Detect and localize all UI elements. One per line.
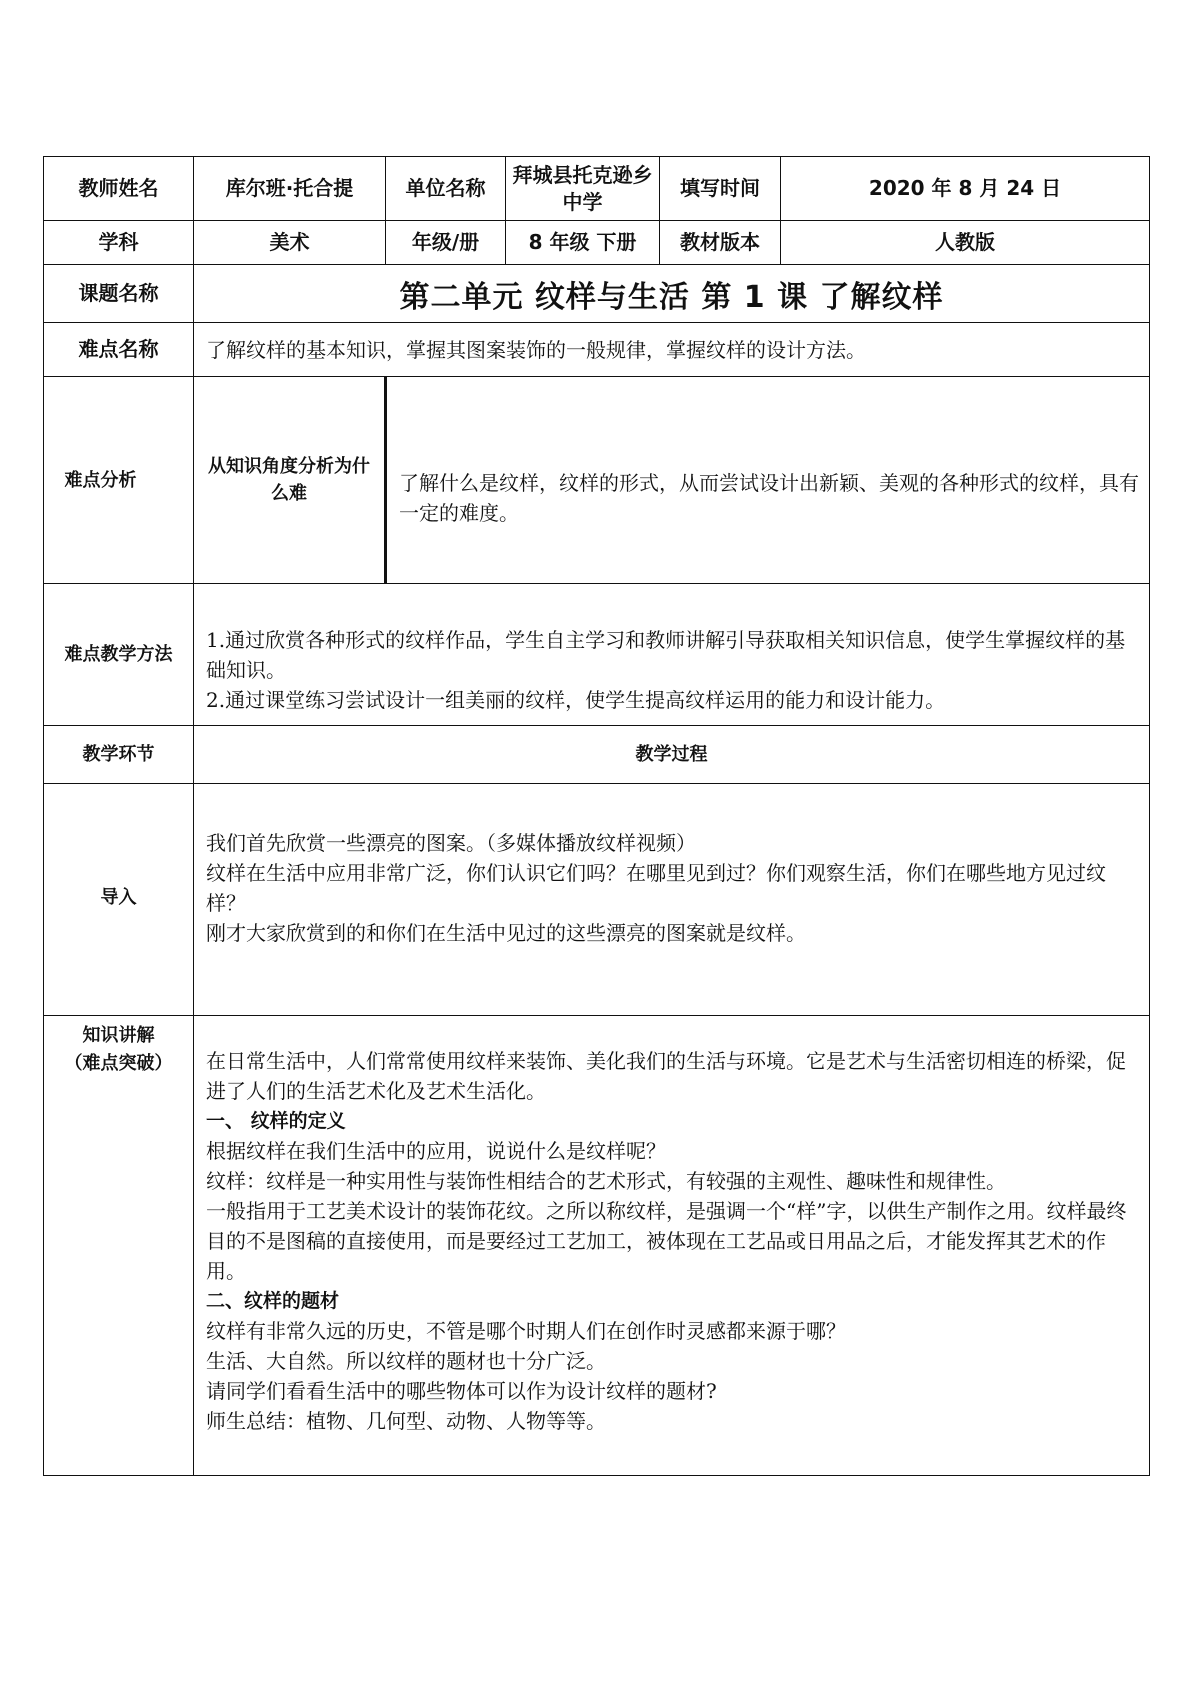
knowledge-heading-1: 一、 纹样的定义: [206, 1110, 346, 1132]
method-line-1: 1.通过欣赏各种形式的纹样作品，学生自主学习和教师讲解引导获取相关知识信息，使学生掌握纹样的基础知识。: [206, 627, 1126, 682]
knowledge-paragraph-1: 在日常生活中，人们常常使用纹样来装饰、美化我们的生活与环境。它是艺术与生活密切相连的桥梁，促进了人们的生活艺术化及艺术生活化。: [206, 1049, 1126, 1103]
knowledge-paragraph-2: 根据纹样在我们生活中的应用，说说什么是纹样呢？: [206, 1139, 666, 1163]
subject-label: 学科: [44, 221, 194, 265]
edition-value: 人教版: [781, 221, 1150, 265]
intro-line-2: 纹样在生活中应用非常广泛，你们认识它们吗？在哪里见到过？你们观察生活，你们在哪些地方见过纹样？: [206, 861, 1106, 915]
lesson-plan-table: [43, 156, 1150, 1476]
process-label: 教学环节: [44, 726, 194, 784]
grade-label: 年级/册: [386, 221, 506, 265]
grade-value: 8 年级 下册: [506, 221, 660, 265]
knowledge-paragraph-8: 师生总结：植物、几何型、动物、人物等等。: [206, 1409, 606, 1433]
subject-value: 美术: [194, 221, 386, 265]
process-title: 教学过程: [194, 726, 1150, 784]
intro-label: 导入: [44, 784, 194, 1016]
difficulty-name-row: [44, 323, 1150, 377]
header-row-2: [44, 221, 1150, 265]
intro-text: [194, 784, 1150, 1016]
difficulty-name-label: 难点名称: [44, 323, 194, 377]
header-row-1: [44, 157, 1150, 221]
knowledge-paragraph-5: 纹样有非常久远的历史，不管是哪个时期人们在创作时灵感都来源于哪？: [206, 1319, 846, 1343]
method-label: 难点教学方法: [44, 584, 194, 726]
process-header-row: [44, 726, 1150, 784]
knowledge-text: [194, 1016, 1150, 1476]
knowledge-row: [44, 1016, 1150, 1476]
knowledge-label-line-2: （难点突破）: [64, 1053, 173, 1074]
topic-label: 课题名称: [44, 265, 194, 323]
difficulty-analysis-sublabel: 从知识角度分析为什么难: [194, 377, 386, 584]
difficulty-analysis-row: [44, 377, 1150, 584]
unit-label: 单位名称: [386, 157, 506, 221]
knowledge-paragraph-7: 请同学们看看生活中的哪些物体可以作为设计纹样的题材?: [206, 1379, 717, 1403]
date-label: 填写时间: [660, 157, 781, 221]
knowledge-paragraph-4: 一般指用于工艺美术设计的装饰花纹。之所以称纹样，是强调一个“样”字，以供生产制作之用。纹样最终目的不是图稿的直接使用，而是要经过工艺加工，被体现在工艺品或日用品之后，才能发挥其艺术的作用。: [206, 1199, 1127, 1283]
date-value: 2020 年 8 月 24 日: [781, 157, 1150, 221]
lesson-plan-sheet: [43, 156, 1149, 1476]
knowledge-label: [44, 1016, 194, 1476]
intro-line-3: 刚才大家欣赏到的和你们在生活中见过的这些漂亮的图案就是纹样。: [206, 921, 806, 945]
intro-row: [44, 784, 1150, 1016]
difficulty-analysis-label: 难点分析: [44, 377, 194, 584]
method-text: [194, 584, 1150, 726]
teacher-name: 库尔班·托合提: [194, 157, 386, 221]
topic-title: 第二单元 纹样与生活 第 1 课 了解纹样: [194, 265, 1150, 323]
method-line-2: 2.通过课堂练习尝试设计一组美丽的纹样，使学生提高纹样运用的能力和设计能力。: [206, 687, 946, 712]
intro-line-1: 我们首先欣赏一些漂亮的图案。（多媒体播放纹样视频）: [206, 831, 696, 855]
knowledge-paragraph-6: 生活、大自然。所以纹样的题材也十分广泛。: [206, 1349, 606, 1373]
knowledge-heading-2: 二、纹样的题材: [206, 1290, 340, 1312]
difficulty-name-text: 了解纹样的基本知识，掌握其图案装饰的一般规律，掌握纹样的设计方法。: [194, 323, 1150, 377]
knowledge-label-line-1: 知识讲解: [82, 1025, 155, 1046]
knowledge-paragraph-3: 纹样：纹样是一种实用性与装饰性相结合的艺术形式，有较强的主观性、趣味性和规律性。: [206, 1169, 1006, 1193]
edition-label: 教材版本: [660, 221, 781, 265]
unit-name: 拜城县托克逊乡中学: [506, 157, 660, 221]
difficulty-analysis-text: 了解什么是纹样，纹样的形式，从而尝试设计出新颖、美观的各种形式的纹样，具有一定的难度。: [386, 377, 1150, 584]
topic-row: [44, 265, 1150, 323]
teacher-label: 教师姓名: [44, 157, 194, 221]
method-row: [44, 584, 1150, 726]
